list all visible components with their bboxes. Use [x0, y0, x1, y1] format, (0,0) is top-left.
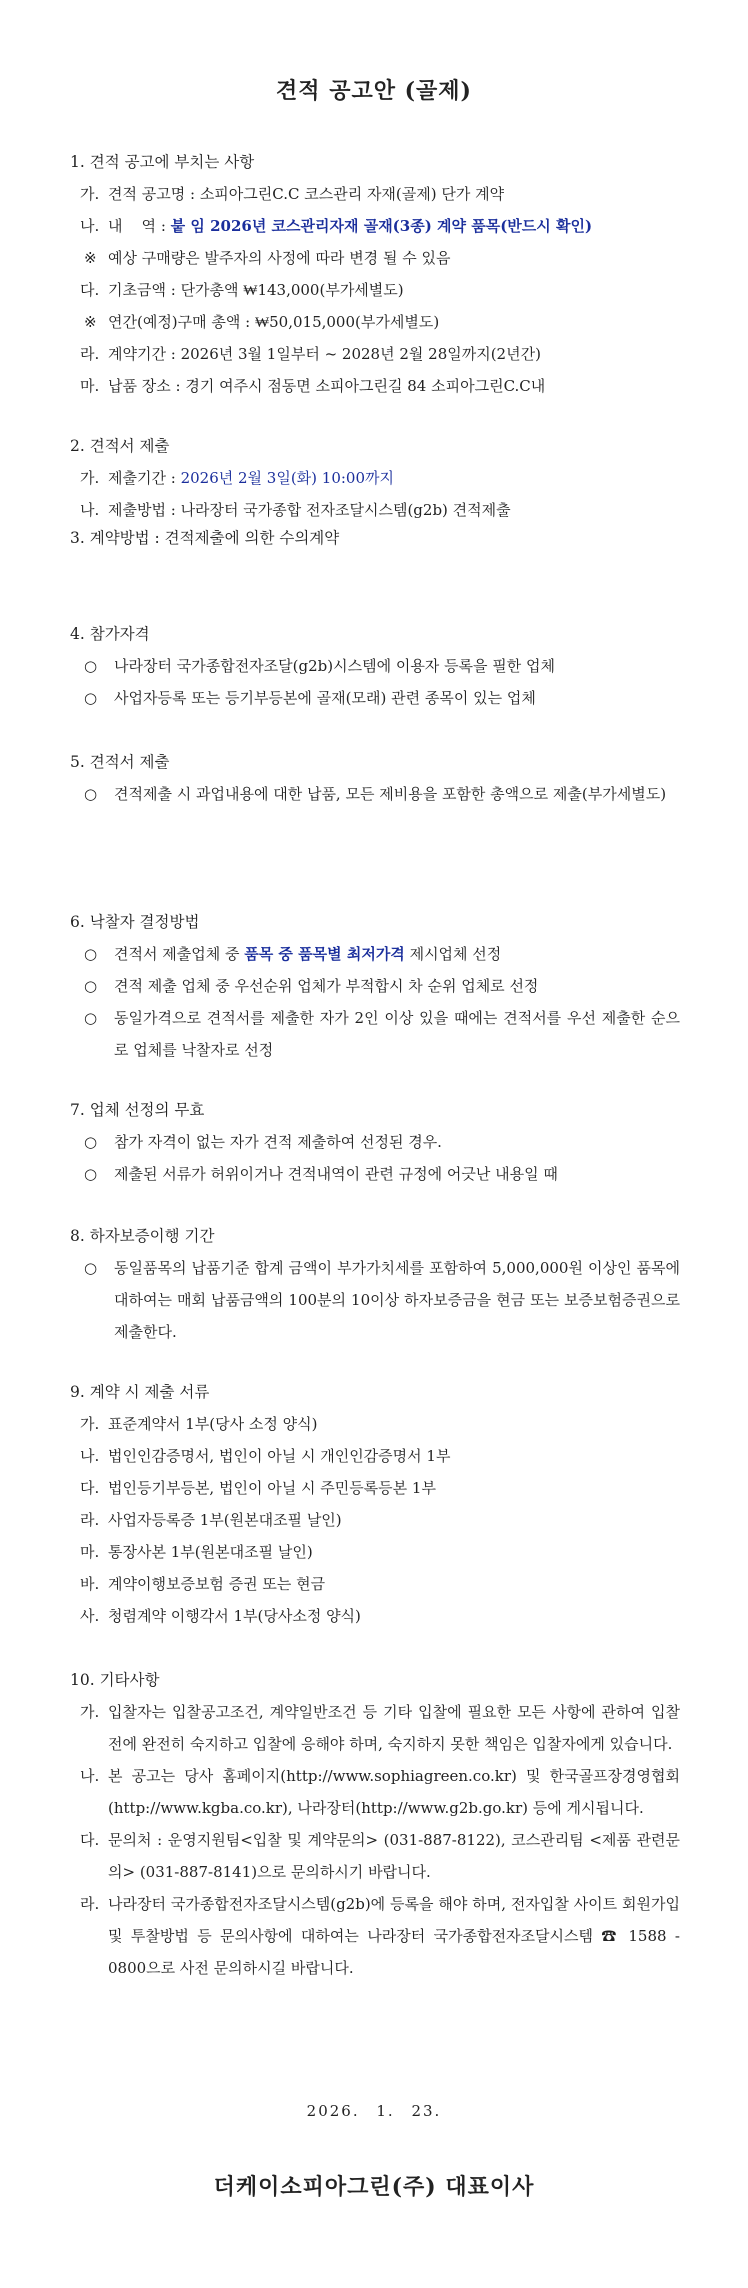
s9-item-6 — [70, 1568, 680, 1600]
document-date: 2026. 1. 23. — [306, 2102, 442, 2120]
item-marker: 가. — [80, 185, 100, 203]
item-label: 납품 장소 : — [108, 377, 186, 395]
section-8-heading: 8. 하자보증이행 기간 — [70, 1227, 215, 1245]
section-9 — [70, 1376, 680, 1632]
item-marker: 나. — [80, 501, 100, 519]
s8-bullet-1 — [70, 1252, 680, 1348]
s6-bullet-2 — [70, 970, 680, 1002]
item-marker: 나. — [80, 217, 100, 235]
item-text: 입찰자는 입찰공고조건, 계약일반조건 등 기타 입찰에 필요한 모든 사항에 관하여 입찰 전에 완전히 숙지하고 입찰에 응해야 하며, 숙지하지 못한 책임은 입찰자에게 있습니다. — [108, 1703, 680, 1753]
s9-item-4 — [70, 1504, 680, 1536]
bullet-text: 제시업체 선정 — [404, 945, 502, 963]
bullet-marker: ○ — [84, 945, 98, 963]
item-label: 내 역 : — [108, 217, 171, 235]
note-text: 예상 구매량은 발주자의 사정에 따라 변경 될 수 있음 — [108, 249, 451, 267]
bullet-text: 견적 제출 업체 중 우선순위 업체가 부적합시 차 순위 업체로 선정 — [114, 977, 539, 995]
item-value: 2026년 3월 1일부터 ~ 2028년 2월 28일까지(2년간) — [180, 345, 541, 363]
section-7 — [70, 1094, 680, 1190]
item-marker: 라. — [80, 1511, 100, 1529]
s6-bullet-1 — [70, 938, 680, 970]
s9-item-2 — [70, 1440, 680, 1472]
item-marker: 다. — [80, 1831, 100, 1849]
item-text: 통장사본 1부(원본대조필 날인) — [108, 1543, 313, 1561]
s1-note-2 — [70, 306, 680, 338]
item-text: 본 공고는 당사 홈페이지(http://www.sophiagreen.co.kr) 및 한국골프장경영협회(http://www.kgba.co.kr), 나라장터(http://www.g2b.go.kr) 등에 게시됩니다. — [108, 1767, 680, 1817]
item-label: 제출기간 : — [108, 469, 181, 487]
item-value: 단가총액 ₩143,000(부가세별도) — [180, 281, 404, 299]
item-value: 소피아그린C.C 코스관리 자재(골제) 단가 계약 — [199, 185, 505, 203]
bullet-text: 동일품목의 납품기준 합계 금액이 부가가치세를 포함하여 5,000,000원 이상인 품목에 대하여는 매회 납품금액의 100분의 10이상 하자보증금을 현금 또는 보증보험증권으로 제출한다. — [114, 1259, 680, 1341]
s7-bullet-1 — [70, 1126, 680, 1158]
item-text: 법인등기부등본, 법인이 아닐 시 주민등록등본 1부 — [108, 1479, 436, 1497]
bullet-text: 참가 자격이 없는 자가 견적 제출하여 선정된 경우. — [114, 1133, 442, 1151]
section-7-heading: 7. 업체 선정의 무효 — [70, 1101, 205, 1119]
s9-item-5 — [70, 1536, 680, 1568]
bullet-marker: ○ — [84, 1165, 98, 1183]
item-label: 제출방법 : — [108, 501, 181, 519]
item-text: 표준계약서 1부(당사 소정 양식) — [108, 1415, 318, 1433]
item-marker: 나. — [80, 1767, 100, 1785]
item-marker: 마. — [80, 377, 100, 395]
section-6 — [70, 906, 680, 1066]
item-marker: 마. — [80, 1543, 100, 1561]
note-text: 연간(예정)구매 총액 : ₩50,015,000(부가세별도) — [108, 313, 440, 331]
bullet-text: 제출된 서류가 허위이거나 견적내역이 관련 규정에 어긋난 내용일 때 — [114, 1165, 558, 1183]
item-marker: 가. — [80, 469, 100, 487]
bullet-marker: ○ — [84, 657, 98, 675]
item-marker: 바. — [80, 1575, 100, 1593]
section-10 — [70, 1664, 680, 1984]
s10-item-1 — [70, 1696, 680, 1760]
s1-note-1 — [70, 242, 680, 274]
item-marker: 가. — [80, 1415, 100, 1433]
item-text: 청렴계약 이행각서 1부(당사소정 양식) — [108, 1607, 361, 1625]
item-value-highlight: 붙 임 2026년 코스관리자재 골재(3종) 계약 품목(반드시 확인) — [170, 217, 593, 235]
item-marker: 나. — [80, 1447, 100, 1465]
bullet-text: 나라장터 국가종합전자조달(g2b)시스템에 이용자 등록을 필한 업체 — [114, 657, 556, 675]
section-3 — [70, 522, 680, 554]
bullet-text: 사업자등록 또는 등기부등본에 골재(모래) 관련 종목이 있는 업체 — [114, 689, 536, 707]
section-1-heading: 1. 견적 공고에 부치는 사항 — [70, 153, 255, 171]
section-5 — [70, 746, 680, 810]
note-marker: ※ — [84, 249, 97, 267]
section-5-heading: 5. 견적서 제출 — [70, 753, 170, 771]
bullet-marker: ○ — [84, 1259, 98, 1277]
s10-item-4 — [70, 1888, 680, 1984]
bullet-text: 견적서 제출업체 중 — [114, 945, 245, 963]
item-text: 계약이행보증보험 증권 또는 현금 — [108, 1575, 326, 1593]
section-9-heading: 9. 계약 시 제출 서류 — [70, 1383, 210, 1401]
section-10-heading: 10. 기타사항 — [70, 1671, 160, 1689]
section-2 — [70, 430, 680, 526]
item-marker: 사. — [80, 1607, 100, 1625]
s4-bullet-1 — [70, 650, 680, 682]
s5-bullet-1 — [70, 778, 680, 810]
item-value: 경기 여주시 점동면 소피아그린길 84 소피아그린C.C내 — [185, 377, 546, 395]
bullet-marker: ○ — [84, 1133, 98, 1151]
item-text: 문의처 : 운영지원팀<입찰 및 계약문의> (031-887-8122), 코스관리팀 <제품 관련문의> (031-887-8141)으로 문의하시기 바랍니다. — [108, 1831, 680, 1881]
document-title: 견적 공고안 (골제) — [276, 78, 472, 104]
section-1 — [70, 146, 680, 402]
s1-item-d — [70, 338, 680, 370]
bullet-text: 견적제출 시 과업내용에 대한 납품, 모든 제비용을 포함한 총액으로 제출(부가세별도) — [114, 785, 667, 803]
s1-item-a — [70, 178, 680, 210]
s1-item-b — [70, 210, 680, 242]
item-text: 사업자등록증 1부(원본대조필 날인) — [108, 1511, 342, 1529]
section-8 — [70, 1220, 680, 1348]
section-2-heading: 2. 견적서 제출 — [70, 437, 170, 455]
s1-item-c — [70, 274, 680, 306]
s10-item-2 — [70, 1760, 680, 1824]
item-label: 견적 공고명 : — [108, 185, 200, 203]
section-6-heading: 6. 낙찰자 결정방법 — [70, 913, 200, 931]
item-marker: 가. — [80, 1703, 100, 1721]
item-value: 나라장터 국가종합 전자조달시스템(g2b) 견적제출 — [180, 501, 511, 519]
s2-item-a — [70, 462, 680, 494]
s10-item-3 — [70, 1824, 680, 1888]
note-marker: ※ — [84, 313, 97, 331]
s9-item-7 — [70, 1600, 680, 1632]
bullet-highlight: 품목 중 품목별 최저가격 — [244, 945, 405, 963]
item-marker: 다. — [80, 1479, 100, 1497]
section-4 — [70, 618, 680, 714]
item-marker: 다. — [80, 281, 100, 299]
s6-bullet-3 — [70, 1002, 680, 1066]
s7-bullet-2 — [70, 1158, 680, 1190]
item-marker: 라. — [80, 345, 100, 363]
s1-item-e — [70, 370, 680, 402]
section-4-heading: 4. 참가자격 — [70, 625, 150, 643]
bullet-text: 동일가격으로 견적서를 제출한 자가 2인 이상 있을 때에는 견적서를 우선 제출한 순으로 업체를 낙찰자로 선정 — [114, 1009, 680, 1059]
item-text: 나라장터 국가종합전자조달시스템(g2b)에 등록을 해야 하며, 전자입찰 사이트 회원가입 및 투찰방법 등 문의사항에 대하여는 나라장터 국가종합전자조달시스템 ☎ 1588 - 0800으로 사전 문의하시길 바랍니다. — [108, 1895, 680, 1977]
bullet-marker: ○ — [84, 689, 98, 707]
s9-item-3 — [70, 1472, 680, 1504]
deadline-value: 2026년 2월 3일(화) 10:00까지 — [180, 469, 394, 487]
item-marker: 라. — [80, 1895, 100, 1913]
bullet-marker: ○ — [84, 1009, 98, 1027]
company-signature: 더케이소피아그린(주) 대표이사 — [213, 2174, 535, 2200]
bullet-marker: ○ — [84, 785, 98, 803]
item-text: 법인인감증명서, 법인이 아닐 시 개인인감증명서 1부 — [108, 1447, 451, 1465]
bullet-marker: ○ — [84, 977, 98, 995]
item-label: 계약기간 : — [108, 345, 181, 363]
item-label: 기초금액 : — [108, 281, 181, 299]
s4-bullet-2 — [70, 682, 680, 714]
section-3-heading: 3. 계약방법 : 견적제출에 의한 수의계약 — [70, 529, 340, 547]
s9-item-1 — [70, 1408, 680, 1440]
